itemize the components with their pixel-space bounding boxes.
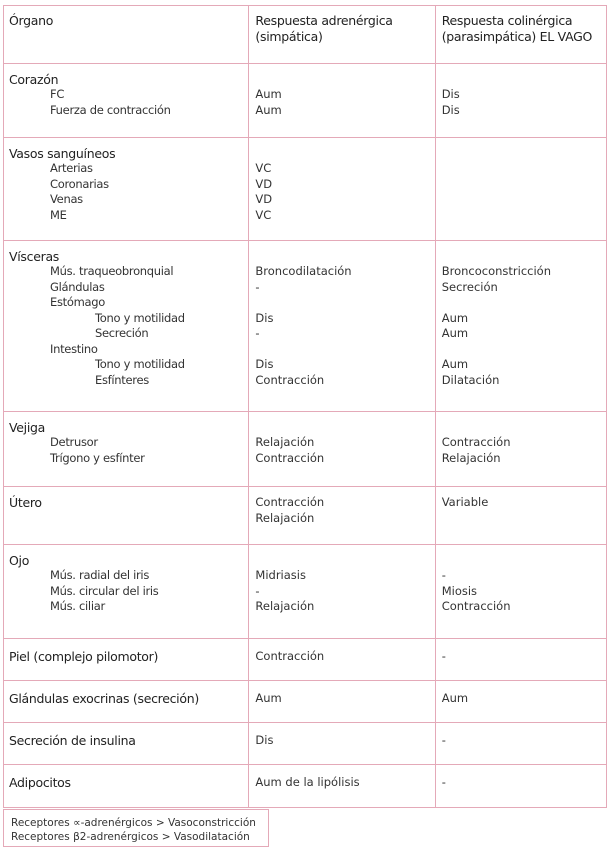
organ-name: Secreción de insulina	[9, 733, 136, 748]
cholinergic-cell-vasos	[435, 138, 606, 241]
adrenergic-cell-adipocitos	[249, 765, 435, 808]
sub-item: ME	[50, 207, 67, 222]
organ-name: Glándulas exocrinas (secreción)	[9, 691, 199, 706]
sub-items	[9, 87, 243, 118]
row-adipocitos	[4, 765, 607, 808]
organ-cell-piel	[4, 639, 249, 681]
header-adrenergic-line1: Respuesta adrenérgica	[255, 13, 393, 28]
value	[442, 342, 600, 358]
value: Relajación	[255, 435, 315, 449]
cholinergic-cell-corazon	[435, 64, 606, 138]
value: -	[441, 568, 446, 582]
value: Dis	[441, 102, 460, 117]
adrenergic-cell-piel	[249, 639, 435, 681]
adrenergic-cell-corazon	[249, 64, 435, 138]
value: Aum	[441, 691, 469, 705]
cholinergic-cell-glandulas	[435, 681, 606, 723]
value: Dis	[441, 87, 460, 101]
header-organ: Órgano	[4, 6, 249, 64]
cholinergic-cell-piel	[435, 639, 606, 681]
value: Broncodilatación	[255, 264, 352, 278]
organ-cell-glandulas	[4, 681, 249, 723]
organ-cell-corazon	[4, 64, 249, 138]
sub-item: Mús. ciliar	[50, 599, 105, 613]
value: Variable	[441, 495, 489, 509]
sub-item: Mús. circular del iris	[50, 583, 159, 598]
value: Aum	[255, 87, 282, 101]
value: Miosis	[441, 583, 478, 598]
organ-name: Útero	[9, 495, 42, 510]
sub-item: Tono y motilidad	[95, 357, 185, 371]
organ-name: Vejiga	[9, 420, 46, 435]
receptor-note-line: Receptores β2-adrenérgicos > Vasodilatación	[11, 830, 250, 843]
value: Contracción	[255, 495, 325, 509]
value: Secreción	[441, 279, 498, 294]
value: Midriasis	[255, 568, 306, 582]
organ-cell-utero	[4, 487, 249, 545]
row-ojo	[4, 545, 607, 639]
value: Aum de la lipólisis	[255, 775, 360, 789]
sub-item: Trígono y esfínter	[50, 450, 145, 465]
sub-items	[9, 435, 243, 466]
value: VC	[255, 161, 272, 175]
header-cholinergic-line2: (parasimpática) EL VAGO	[441, 28, 593, 44]
value: Dis	[255, 357, 274, 371]
organ-cell-insulina	[4, 723, 249, 765]
header-adrenergic-line2: (simpática)	[255, 28, 323, 44]
value: -	[255, 326, 260, 340]
sub-item: Esfínteres	[95, 372, 149, 387]
sub-item: Fuerza de contracción	[50, 102, 171, 117]
row-vejiga	[4, 412, 607, 487]
receptor-note	[3, 809, 269, 847]
header-cholinergic	[435, 6, 606, 64]
organ-cell-vejiga	[4, 412, 249, 487]
cholinergic-cell-insulina	[435, 723, 606, 765]
value: -	[441, 775, 446, 789]
value: VD	[255, 176, 273, 191]
value: Broncoconstricción	[441, 264, 551, 278]
sub-item: Coronarias	[50, 176, 109, 191]
row-vasos	[4, 138, 607, 241]
header-adrenergic	[249, 6, 435, 64]
adrenergic-cell-vasos	[249, 138, 435, 241]
organ-cell-adipocitos	[4, 765, 249, 808]
value: Aum	[441, 357, 469, 371]
adrenergic-cell-vejiga	[249, 412, 435, 487]
receptor-note-line: Receptores ∝-adrenérgicos > Vasoconstricción	[11, 817, 256, 829]
organ-cell-vasos	[4, 138, 249, 241]
organ-name: Vasos sanguíneos	[9, 146, 116, 161]
value: Contracción	[255, 450, 325, 465]
sub-item: Tono y motilidad	[95, 310, 185, 325]
row-piel	[4, 639, 607, 681]
adrenergic-cell-visceras	[249, 241, 435, 412]
organ-name: Corazón	[9, 72, 59, 87]
sub-item: Arterias	[50, 161, 93, 175]
adrenergic-cell-insulina	[249, 723, 435, 765]
row-utero	[4, 487, 607, 545]
row-insulina	[4, 723, 607, 765]
sub-item: Glándulas	[50, 279, 105, 294]
value: -	[441, 649, 446, 663]
organ-cell-visceras	[4, 241, 249, 412]
cholinergic-cell-ojo	[435, 545, 606, 639]
cholinergic-cell-adipocitos	[435, 765, 606, 808]
cholinergic-cell-vejiga	[435, 412, 606, 487]
organ-cell-ojo	[4, 545, 249, 639]
header-cholinergic-line1: Respuesta colinérgica	[441, 13, 573, 28]
value: -	[255, 583, 260, 598]
value: Relajación	[255, 510, 315, 525]
sub-item: FC	[50, 87, 65, 101]
value	[442, 295, 600, 311]
adrenergic-cell-glandulas	[249, 681, 435, 723]
sub-item: Detrusor	[50, 435, 98, 449]
value: Contracción	[441, 435, 511, 449]
value: VD	[255, 192, 273, 206]
cholinergic-cell-utero	[435, 487, 606, 545]
row-glandulas	[4, 681, 607, 723]
value: -	[441, 733, 446, 747]
value: -	[255, 279, 260, 294]
value: Aum	[255, 102, 282, 117]
value: Aum	[441, 326, 469, 340]
organ-name: Adipocitos	[9, 775, 71, 790]
sub-item: Estómago	[50, 295, 105, 309]
value: Dilatación	[441, 372, 500, 387]
sub-item: Secreción	[95, 326, 149, 340]
value: Aum	[255, 691, 282, 705]
row-visceras	[4, 241, 607, 412]
value: Contracción	[255, 372, 325, 387]
sub-item: Venas	[50, 192, 83, 206]
value: Aum	[441, 310, 469, 325]
value	[255, 295, 428, 311]
organ-name: Piel (complejo pilomotor)	[9, 649, 159, 664]
header-row	[4, 6, 607, 64]
value: Dis	[255, 733, 274, 747]
autonomic-response-table	[3, 5, 607, 808]
sub-item: Mús. traqueobronquial	[50, 264, 174, 278]
value: Contracción	[255, 649, 325, 663]
value: Relajación	[255, 599, 315, 613]
value	[255, 342, 428, 358]
sub-item: Intestino	[50, 341, 98, 356]
sub-items	[9, 568, 243, 615]
organ-name: Ojo	[9, 553, 30, 568]
sub-items	[9, 264, 243, 388]
value: Contracción	[441, 599, 511, 613]
row-corazon	[4, 64, 607, 138]
adrenergic-cell-utero	[249, 487, 435, 545]
cholinergic-cell-visceras	[435, 241, 606, 412]
value: Dis	[255, 310, 274, 325]
sub-items	[9, 161, 243, 223]
organ-name: Vísceras	[9, 249, 60, 264]
sub-item: Mús. radial del iris	[50, 568, 150, 582]
value: Relajación	[441, 450, 501, 465]
value: VC	[255, 207, 272, 222]
adrenergic-cell-ojo	[249, 545, 435, 639]
